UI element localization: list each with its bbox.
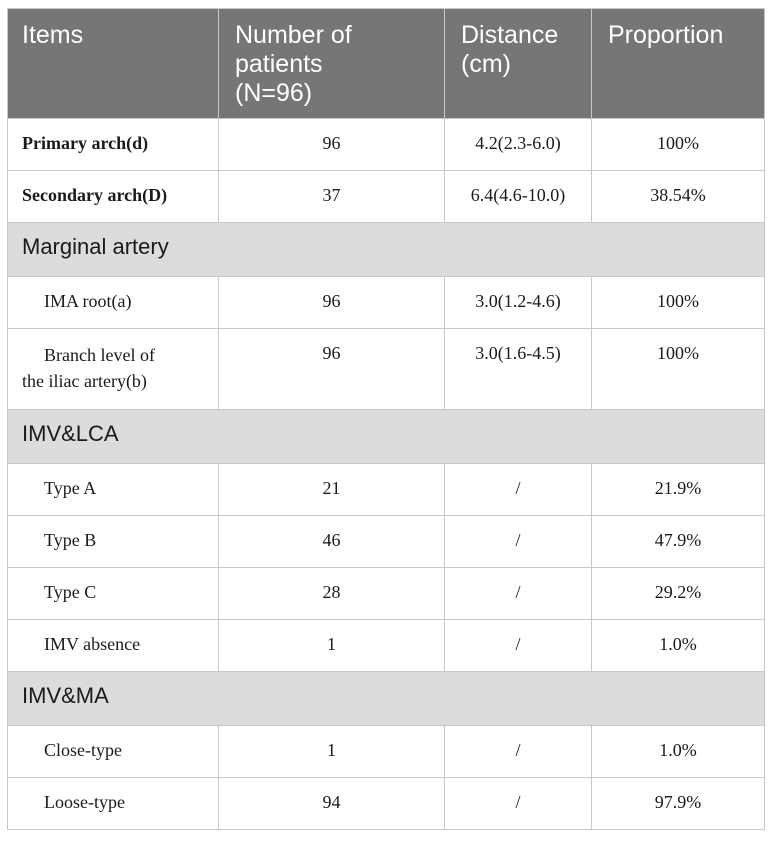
section-imv-ma	[8, 672, 765, 726]
table-row-primary-arch	[8, 119, 765, 171]
section-title: Marginal artery	[8, 223, 765, 277]
cell-distance: /	[445, 464, 592, 516]
table-row	[8, 329, 765, 410]
table-header	[8, 9, 765, 119]
cell-item: Close-type	[8, 726, 219, 778]
header-proportion: Proportion	[592, 9, 765, 119]
section-title: IMV&LCA	[8, 410, 765, 464]
table-row	[8, 726, 765, 778]
section-imv-lca	[8, 410, 765, 464]
cell-item: Loose-type	[8, 778, 219, 830]
cell-item-line1: Branch level of	[44, 345, 155, 365]
cell-item: Type A	[8, 464, 219, 516]
cell-number: 28	[219, 568, 445, 620]
cell-proportion: 1.0%	[592, 726, 765, 778]
header-number-of-patients: Number of patients (N=96)	[219, 9, 445, 119]
cell-distance: /	[445, 726, 592, 778]
table-row	[8, 568, 765, 620]
cell-distance: /	[445, 778, 592, 830]
section-title: IMV&MA	[8, 672, 765, 726]
cell-number: 96	[219, 277, 445, 329]
cell-number: 21	[219, 464, 445, 516]
cell-number: 94	[219, 778, 445, 830]
table-row	[8, 778, 765, 830]
cell-distance: 3.0(1.2-4.6)	[445, 277, 592, 329]
cell-number: 1	[219, 620, 445, 672]
cell-proportion: 100%	[592, 277, 765, 329]
table-row	[8, 620, 765, 672]
cell-item: Secondary arch(D)	[8, 171, 219, 223]
cell-proportion: 100%	[592, 119, 765, 171]
table-body	[8, 119, 765, 830]
cell-number: 96	[219, 119, 445, 171]
header-row	[8, 9, 765, 119]
cell-distance: /	[445, 568, 592, 620]
header-distance: Distance (cm)	[445, 9, 592, 119]
cell-distance: 3.0(1.6-4.5)	[445, 329, 592, 410]
cell-proportion: 38.54%	[592, 171, 765, 223]
table-row	[8, 277, 765, 329]
cell-item: IMV absence	[8, 620, 219, 672]
table-row	[8, 464, 765, 516]
cell-proportion: 21.9%	[592, 464, 765, 516]
cell-number: 1	[219, 726, 445, 778]
cell-proportion: 100%	[592, 329, 765, 410]
cell-proportion: 29.2%	[592, 568, 765, 620]
cell-distance: /	[445, 620, 592, 672]
cell-item: IMA root(a)	[8, 277, 219, 329]
table-row-secondary-arch	[8, 171, 765, 223]
cell-distance: 4.2(2.3-6.0)	[445, 119, 592, 171]
cell-item-line2: the iliac artery(b)	[22, 371, 147, 391]
cell-proportion: 1.0%	[592, 620, 765, 672]
cell-item	[8, 329, 219, 410]
cell-proportion: 47.9%	[592, 516, 765, 568]
cell-item: Type B	[8, 516, 219, 568]
cell-item: Primary arch(d)	[8, 119, 219, 171]
data-table	[7, 8, 765, 830]
header-items: Items	[8, 9, 219, 119]
cell-number: 37	[219, 171, 445, 223]
cell-distance: 6.4(4.6-10.0)	[445, 171, 592, 223]
table-row	[8, 516, 765, 568]
cell-number: 46	[219, 516, 445, 568]
cell-number: 96	[219, 329, 445, 410]
cell-proportion: 97.9%	[592, 778, 765, 830]
section-marginal-artery	[8, 223, 765, 277]
cell-item: Type C	[8, 568, 219, 620]
cell-distance: /	[445, 516, 592, 568]
